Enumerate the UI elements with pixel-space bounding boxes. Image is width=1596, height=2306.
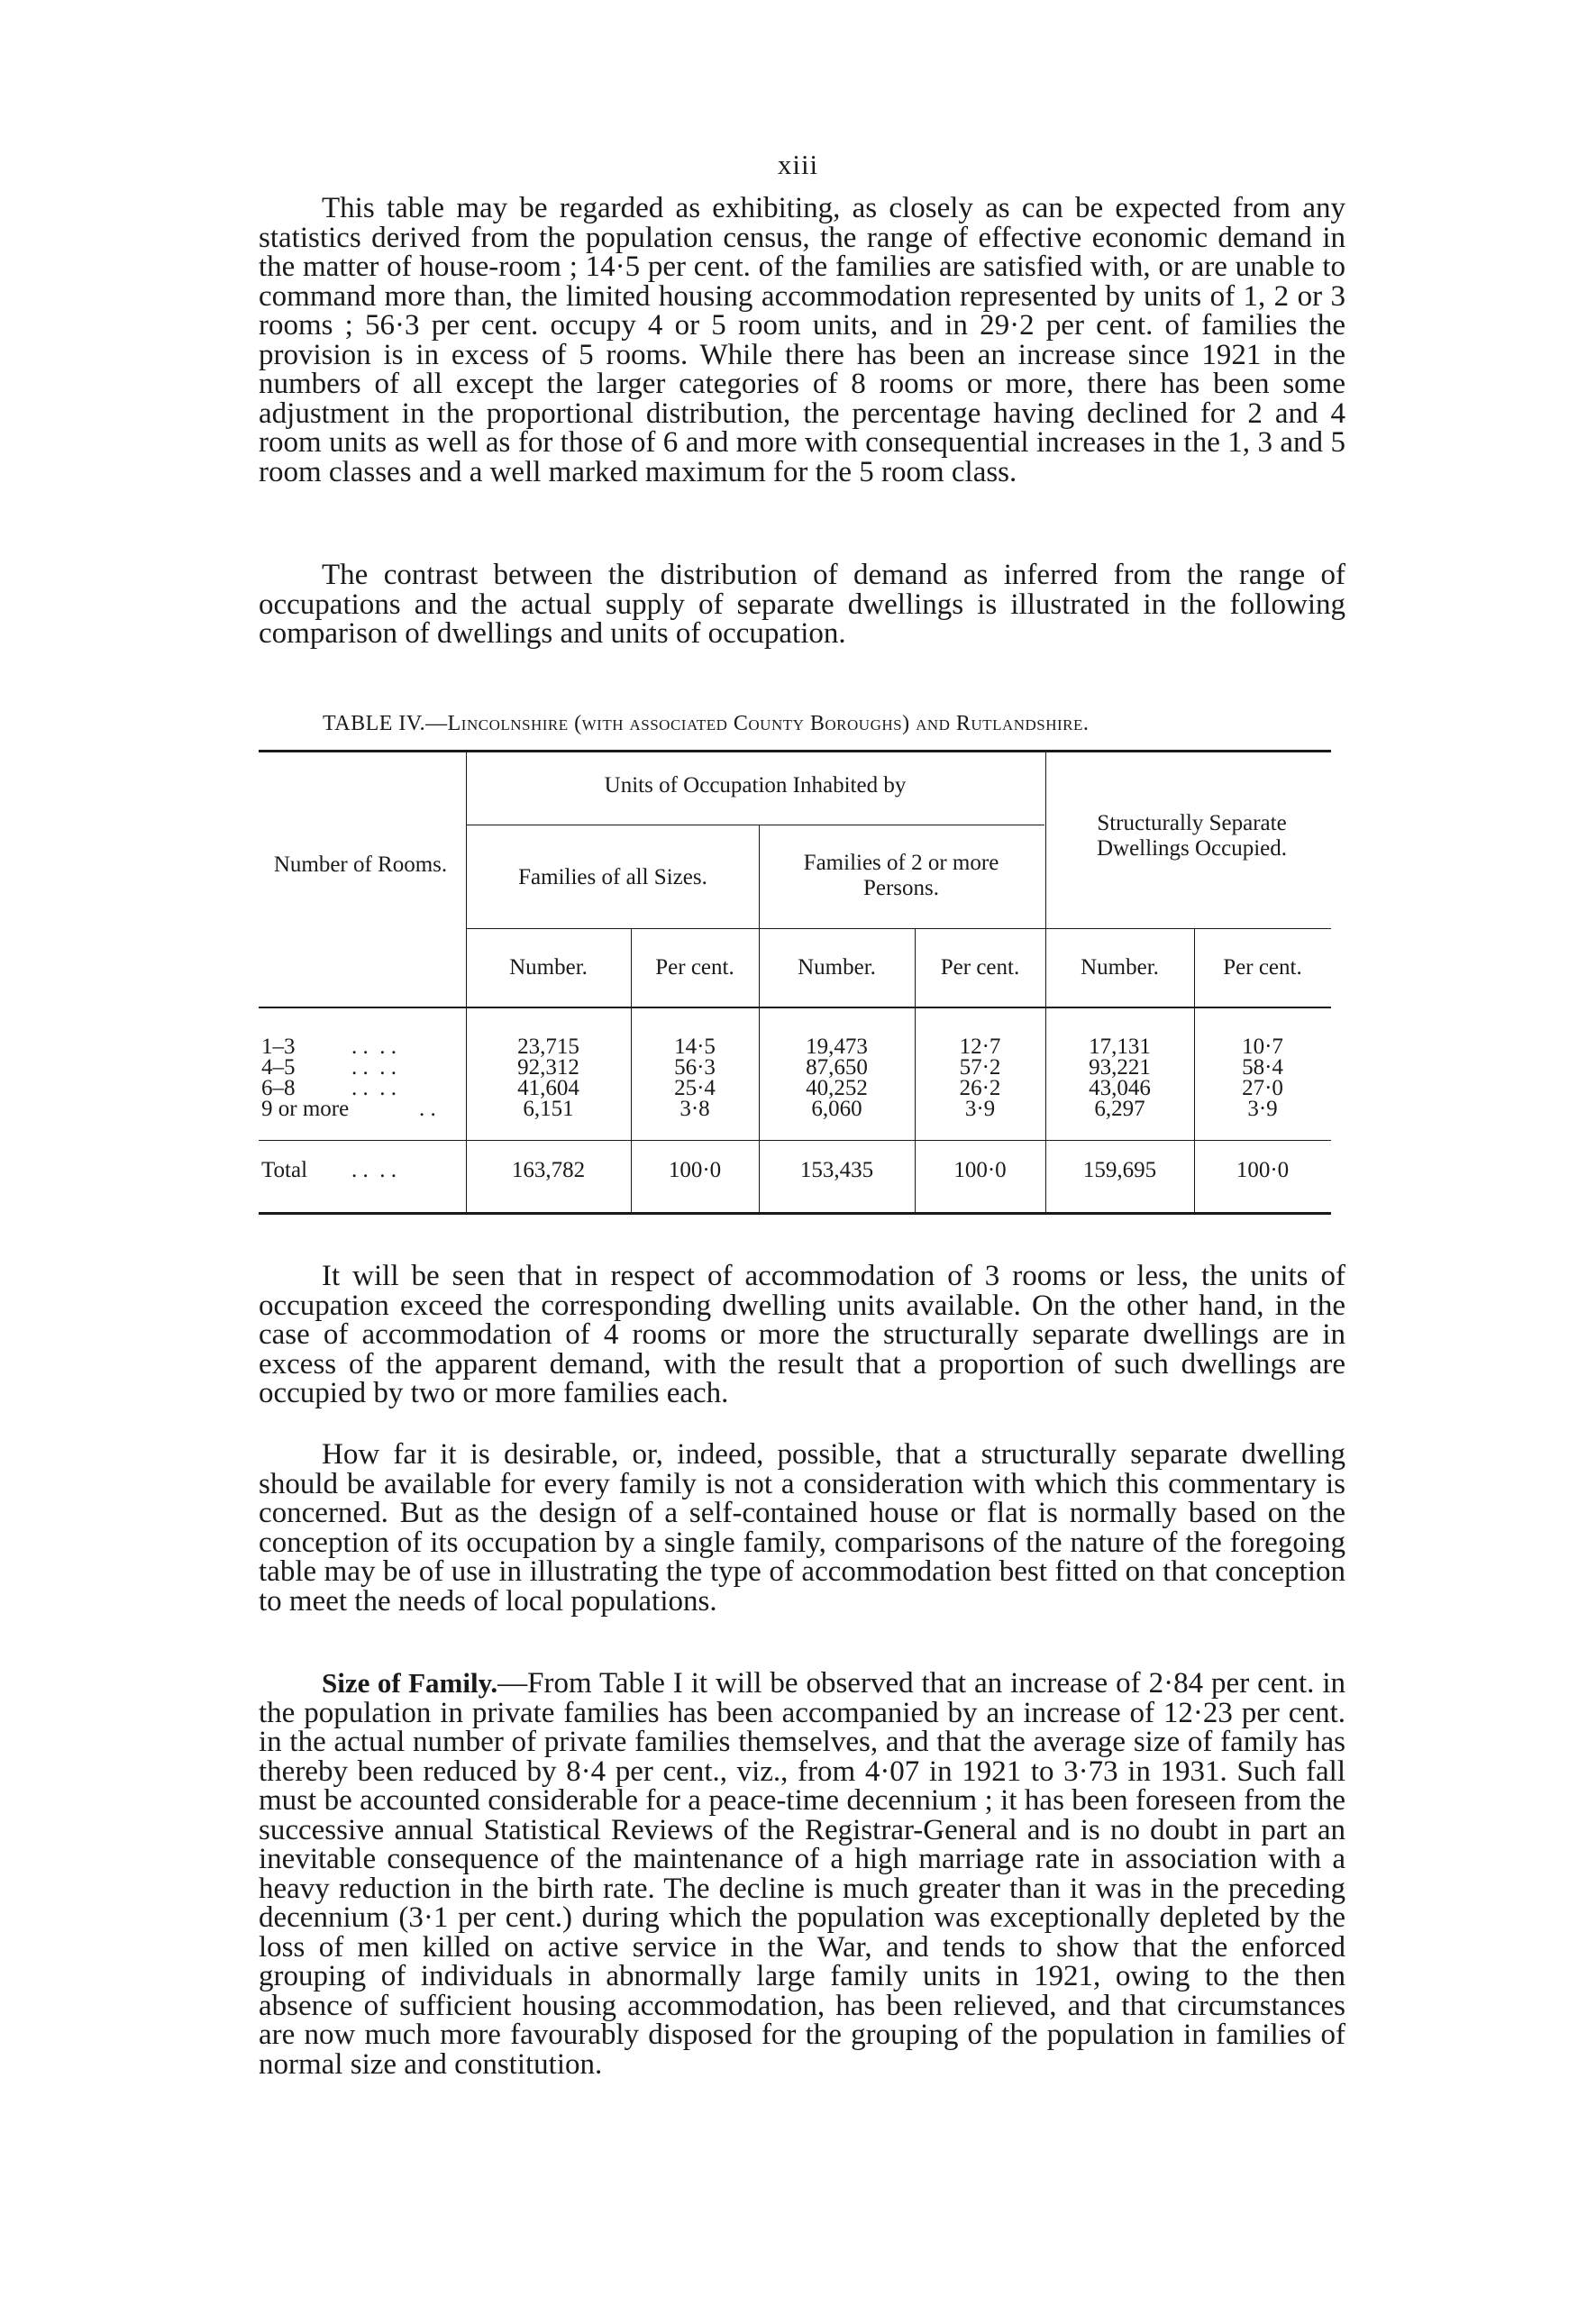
cell-families-all-percent: 3·8 bbox=[679, 1097, 710, 1121]
table-header-bottom-rule bbox=[259, 1007, 1331, 1008]
total-families-2plus-number: 153,435 bbox=[799, 1158, 874, 1182]
cell-dwellings-percent: 10·7 bbox=[1242, 1035, 1283, 1059]
leader-dots: . . . . bbox=[351, 1055, 397, 1080]
paragraph-size-of-family bbox=[259, 1669, 1345, 2079]
table-col-rule bbox=[1045, 750, 1046, 1212]
total-label: Total bbox=[261, 1158, 308, 1182]
table-bottom-rule bbox=[259, 1212, 1331, 1215]
cell-families-2plus-percent: 57·2 bbox=[959, 1055, 1001, 1080]
paragraph-contrast bbox=[259, 561, 1345, 649]
header-per-cent: Per cent. bbox=[940, 955, 1020, 980]
cell-families-all-number: 92,312 bbox=[517, 1055, 579, 1080]
cell-families-2plus-number: 19,473 bbox=[806, 1035, 868, 1059]
paragraph-table-commentary bbox=[259, 194, 1345, 487]
cell-families-2plus-number: 87,650 bbox=[806, 1055, 868, 1080]
cell-dwellings-percent: 3·9 bbox=[1247, 1097, 1278, 1121]
header-families-2-or-more: Families of 2 or more Persons. bbox=[803, 851, 999, 900]
header-units-of-occupation: Units of Occupation Inhabited by bbox=[604, 773, 907, 798]
table-subheader-rule bbox=[466, 928, 1331, 929]
row-label: 1–3 bbox=[261, 1035, 296, 1059]
header-per-cent: Per cent. bbox=[1223, 955, 1302, 980]
header-per-cent: Per cent. bbox=[655, 955, 734, 980]
leader-dots: . . . . bbox=[351, 1076, 397, 1100]
table-total-rule bbox=[259, 1140, 1331, 1141]
section-heading: Size of Family. bbox=[322, 1667, 498, 1699]
paragraph-desirability bbox=[259, 1440, 1345, 1616]
page-number: xiii bbox=[777, 149, 819, 180]
cell-dwellings-number: 93,221 bbox=[1089, 1055, 1151, 1080]
cell-families-2plus-percent: 3·9 bbox=[964, 1097, 996, 1121]
cell-families-all-percent: 25·4 bbox=[674, 1076, 716, 1100]
total-families-all-number: 163,782 bbox=[511, 1158, 586, 1182]
cell-families-2plus-percent: 26·2 bbox=[959, 1076, 1001, 1100]
table-col-rule bbox=[466, 750, 467, 1212]
row-label: 6–8 bbox=[261, 1076, 296, 1100]
cell-families-2plus-number: 40,252 bbox=[806, 1076, 868, 1100]
header-number-of-rooms: Number of Rooms. bbox=[273, 852, 448, 877]
header-structurally-separate-dwellings: Structurally Separate Dwellings Occupied. bbox=[1096, 811, 1288, 861]
cell-families-all-percent: 14·5 bbox=[674, 1035, 716, 1059]
paragraph-text: How far it is desirable, or, indeed, possible, that a structurally separate dwelling should be available for every family is not a consideration with which this commentary is concerned. But as the design of a self-contained house or flat is normally based on the conception of its occupation by a single family, comparisons of the nature of the foregoing table may be of use in illustrating the type of accommodation best fitted on that conception to meet the needs of local populations. bbox=[259, 1438, 1345, 1618]
cell-dwellings-number: 43,046 bbox=[1089, 1076, 1151, 1100]
cell-dwellings-percent: 27·0 bbox=[1242, 1076, 1283, 1100]
table-top-rule bbox=[259, 750, 1331, 752]
leader-dots: . . . . bbox=[351, 1158, 397, 1182]
leader-dots: . . bbox=[419, 1097, 436, 1121]
leader-dots: . . . . bbox=[351, 1035, 397, 1059]
cell-families-all-percent: 56·3 bbox=[674, 1055, 716, 1080]
paragraph-text: —From Table I it will be observed that an increase of 2·84 per cent. in the population in private families has been accompanied by an increase of 12·23 per cent. in the actual number of private families themselves, and that the average size of family has thereby been reduced by 8·4 per cent., viz., from 4·07 in 1921 to 3·73 in 1931. Such fall must be accounted considerable for a peace-time decennium ; it has been foreseen from the successive annual Statistical Reviews of the Registrar-General and is no doubt in part an inevitable consequence of the maintenance of a high marriage rate in association with a heavy reduction in the birth rate. The decline is much greater than it was in the preceding decennium (3·1 per cent.) during which the population was exceptionally depleted by the loss of men killed on active service in the War, and tends to show that the enforced grouping of individuals in abnormally large family units in 1921, owing to the then absence of sufficient housing accommodation, has been relieved, and that circumstances are now much more favourably disposed for the grouping of the population in families of normal size and constitution. bbox=[259, 1667, 1345, 2081]
cell-families-all-number: 41,604 bbox=[517, 1076, 579, 1100]
cell-families-2plus-number: 6,060 bbox=[811, 1097, 862, 1121]
table-caption-prefix: TABLE IV.— bbox=[323, 712, 448, 735]
row-label: 9 or more bbox=[261, 1097, 350, 1121]
cell-families-all-number: 23,715 bbox=[517, 1035, 579, 1059]
cell-families-2plus-percent: 12·7 bbox=[959, 1035, 1001, 1059]
header-number: Number. bbox=[509, 955, 588, 980]
row-label: 4–5 bbox=[261, 1055, 296, 1080]
paragraph-text: The contrast between the distribution of demand as inferred from the range of occupations and the actual supply of separate dwellings is illustrated in the following comparison of dwellings and units of occupation. bbox=[259, 559, 1345, 650]
cell-dwellings-number: 17,131 bbox=[1089, 1035, 1151, 1059]
table-caption-title: Lincolnshire (with associated County Boroughs) and Rutlandshire. bbox=[447, 712, 1090, 735]
total-dwellings-number: 159,695 bbox=[1082, 1158, 1157, 1182]
header-number: Number. bbox=[1081, 955, 1159, 980]
total-dwellings-percent: 100·0 bbox=[1236, 1158, 1290, 1182]
header-families-all-sizes: Families of all Sizes. bbox=[518, 865, 707, 889]
paragraph-text: It will be seen that in respect of accommodation of 3 rooms or less, the units of occupation exceed the corresponding dwelling units available. On the other hand, in the case of accommodation of 4 rooms or more the structurally separate dwellings are in excess of the apparent demand, with the result that a proportion of such dwellings are occupied by two or more families each. bbox=[259, 1260, 1345, 1409]
paragraph-text: This table may be regarded as exhibiting, as closely as can be expected from any statistics derived from the population census, the range of effective economic demand in the matter of house-room ; 14·5 per cent. of the families are satisfied with, or are unable to command more than, the limited housing accommodation represented by units of 1, 2 or 3 rooms ; 56·3 per cent. occupy 4 or 5 room units, and in 29·2 per cent. of families the provision is in excess of 5 rooms. While there has been an increase since 1921 in the numbers of all except the larger categories of 8 rooms or more, there has been some adjustment in the proportional distribution, the percentage having declined for 2 and 4 room units as well as for those of 6 and more with consequential increases in the 1, 3 and 5 room classes and a well marked maximum for the 5 room class. bbox=[259, 192, 1345, 488]
table-col-rule bbox=[759, 825, 760, 1212]
header-number: Number. bbox=[798, 955, 876, 980]
paragraph-occupation-vs-dwellings bbox=[259, 1262, 1345, 1408]
total-families-2plus-percent: 100·0 bbox=[953, 1158, 1007, 1182]
cell-families-all-number: 6,151 bbox=[523, 1097, 574, 1121]
total-families-all-percent: 100·0 bbox=[668, 1158, 722, 1182]
table-caption bbox=[323, 712, 1314, 736]
cell-dwellings-number: 6,297 bbox=[1094, 1097, 1145, 1121]
cell-dwellings-percent: 58·4 bbox=[1242, 1055, 1283, 1080]
